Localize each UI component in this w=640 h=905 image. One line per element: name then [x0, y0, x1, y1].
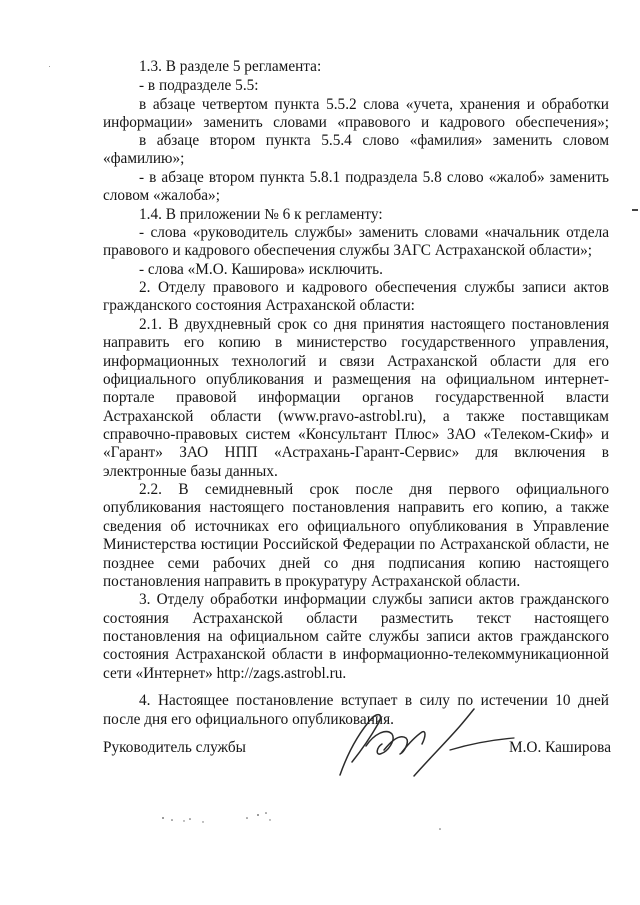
text-line: сети «Интернет» http://zags.astrobl.ru.	[103, 665, 347, 682]
text-line: - в абзаце втором пункта 5.8.1 подраздела 5.8 слово «жалоб» заменить	[139, 169, 609, 186]
text-line: после дня его официального опубликования.	[103, 711, 394, 728]
text-line: постановления на официальном сайте службы записи актов гражданского	[103, 628, 609, 645]
text-line: справочно-правовых систем «Консультант Плюс» ЗАО «Телеком-Скиф» и	[103, 426, 609, 443]
text-line: словом «жалоба»;	[103, 187, 220, 204]
text-line: Министерства юстиции Российской Федерации по Астраханской области, не	[103, 536, 609, 553]
text-line: позднее семи рабочих дней со дня подписания копию настоящего	[103, 555, 609, 572]
text-line: 2.1. В двухдневный срок со дня принятия настоящего постановления	[139, 316, 609, 333]
text-line: Астраханской области (www.pravo-astrobl.ru), а также поставщикам	[103, 408, 609, 425]
text-line: «фамилию»;	[103, 150, 185, 167]
text-line: 1.4. В приложении № 6 к регламенту:	[139, 206, 383, 223]
text-line: сведения об источниках его официального опубликования в Управление	[103, 518, 609, 535]
text-line: постановления направить в прокуратуру Астраханской области.	[103, 573, 521, 590]
text-line: «Гарант» ЗАО НПП «Астрахань-Гарант-Сервис» для включения в	[103, 444, 609, 461]
signatory-title: Руководитель службы	[103, 739, 246, 756]
text-line: в абзаце четвертом пункта 5.5.2 слова «учета, хранения и обработки	[139, 96, 609, 113]
text-line: информации» заменить словами «правового и кадрового обеспечения»;	[103, 114, 609, 131]
text-line: портале правовой информации органов государственной власти	[103, 389, 609, 406]
text-line: электронные базы данных.	[103, 463, 278, 480]
text-line: состояния Астраханской области разместить текст настоящего	[103, 610, 609, 627]
text-line: информационных технологий и связи Астраханской области для его	[103, 353, 609, 370]
text-line: правового и кадрового обеспечения службы ЗАГС Астраханской области»;	[103, 242, 593, 259]
text-line: состояния Астраханской области в информационно-телекоммуникационной	[103, 646, 609, 663]
text-line: - слова «М.О. Каширова» исключить.	[139, 261, 383, 278]
signatory-name: М.О. Каширова	[509, 739, 611, 756]
text-line: 3. Отделу обработки информации службы записи актов гражданского	[139, 591, 609, 608]
text-line: 4. Настоящее постановление вступает в силу по истечении 10 дней	[139, 692, 609, 709]
text-line: направить его копию в министерство государственного управления,	[103, 334, 609, 351]
text-line: 1.3. В разделе 5 регламента:	[139, 58, 322, 75]
text-line: - слова «руководитель службы» заменить словами «начальник отдела	[139, 224, 609, 241]
text-line: 2.2. В семидневный срок после дня первого официального	[139, 481, 609, 498]
text-line: - в подразделе 5.5:	[139, 77, 259, 94]
text-line: гражданского состояния Астраханской области:	[103, 297, 415, 314]
text-line: опубликования настоящего постановления направить его копию, а также	[103, 499, 609, 516]
text-line: 2. Отделу правового и кадрового обеспечения службы записи актов	[139, 279, 609, 296]
text-line: в абзаце втором пункта 5.5.4 слово «фамилия» заменить словом	[139, 132, 609, 149]
text-line: официального опубликования и размещения на официальном интернет-	[103, 371, 609, 388]
